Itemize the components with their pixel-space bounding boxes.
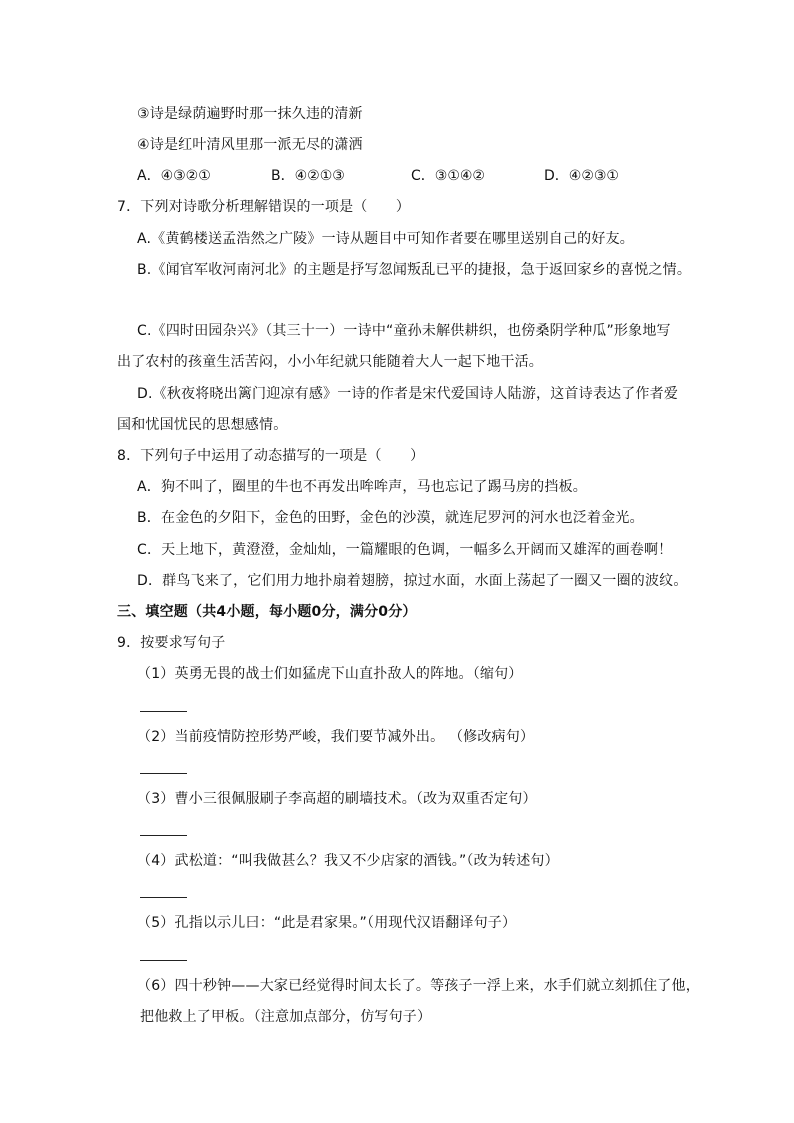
poem-line-3: ③诗是绿荫遍野时那一抹久违的清新	[137, 106, 363, 122]
q8-option-b[interactable]: B．在金色的夕阳下，金色的田野，金色的沙漠，就连尼罗河的河水也泛着金光。	[137, 510, 644, 526]
q6-option-d[interactable]: D．④②③①	[544, 168, 619, 184]
q7-option-c-line2: 出了农村的孩童生活苦闷，小小年纪就只能随着大人一起下地干活。	[117, 354, 543, 370]
question-8-stem: 8．下列句子中运用了动态描写的一项是（ ）	[117, 448, 425, 464]
q7-option-d-line2: 国和忧国忧民的思想感情。	[117, 417, 288, 433]
q8-option-d[interactable]: D．群鸟飞来了，它们用力地扑扇着翅膀，掠过水面，水面上荡起了一圈又一圈的波纹。	[137, 573, 688, 589]
q9-item-3: （3）曹小三很佩服刷子李高超的刷墙技术。（改为双重否定句）	[137, 791, 537, 807]
q9-item-1-answer-blank[interactable]	[140, 711, 187, 712]
q7-option-b[interactable]: B.《闻官军收河南河北》的主题是抒写忽闻叛乱已平的捷报，急于返回家乡的喜悦之情。	[137, 262, 692, 278]
question-9-stem: 9．按要求写句子	[117, 635, 226, 651]
question-7-stem: 7．下列对诗歌分析理解错误的一项是（ ）	[117, 199, 411, 215]
q7-option-c-line1[interactable]: C.《四时田园杂兴》（其三十一）一诗中“童孙未解供耕织，也傍桑阴学种瓜”形象地写	[137, 323, 671, 339]
q6-option-a[interactable]: A．④③②①	[137, 168, 211, 184]
section-3-heading: 三、填空题（共4小题，每小题0分，满分0分）	[117, 604, 417, 620]
q9-item-3-answer-blank[interactable]	[140, 835, 187, 836]
poem-line-4: ④诗是红叶清风里那一派无尽的潇洒	[137, 137, 363, 153]
q9-item-2: （2）当前疫情防控形势严峻，我们要节减外出。 （修改病句）	[137, 729, 535, 745]
q8-option-a[interactable]: A．狗不叫了，圈里的牛也不再发出哞哞声，马也忘记了踢马房的挡板。	[137, 479, 587, 495]
q6-option-b[interactable]: B．④②①③	[271, 168, 345, 184]
q9-item-2-answer-blank[interactable]	[140, 773, 187, 774]
q9-item-4: （4）武松道：“叫我做甚么？我又不少店家的酒钱。”（改为转述句）	[137, 853, 559, 869]
q9-item-6-line2: 把他救上了甲板。（注意加点部分，仿写句子）	[140, 1009, 432, 1025]
q9-item-5: （5）孔指以示儿曰：“此是君家果。”（用现代汉语翻译句子）	[137, 915, 517, 931]
q9-item-5-answer-blank[interactable]	[140, 960, 187, 961]
q9-item-4-answer-blank[interactable]	[140, 897, 187, 898]
q7-option-a[interactable]: A.《黄鹤楼送孟浩然之广陵》一诗从题目中可知作者要在哪里送别自己的好友。	[137, 231, 634, 247]
q9-item-1: （1）英勇无畏的战士们如猛虎下山直扑敌人的阵地。（缩句）	[137, 666, 523, 682]
q6-options	[137, 165, 677, 187]
q6-option-c[interactable]: C．③①④②	[411, 168, 485, 184]
q7-option-d-line1[interactable]: D.《秋夜将晓出篱门迎凉有感》一诗的作者是宋代爱国诗人陆游，这首诗表达了作者爱	[137, 386, 679, 402]
q8-option-c[interactable]: C．天上地下，黄澄澄，金灿灿，一篇耀眼的色调，一幅多么开阔而又雄浑的画卷啊！	[137, 542, 673, 558]
q9-item-6-line1: （6）四十秒钟——大家已经觉得时间太长了。等孩子一浮上来，水手们就立刻抓住了他，	[137, 978, 700, 994]
